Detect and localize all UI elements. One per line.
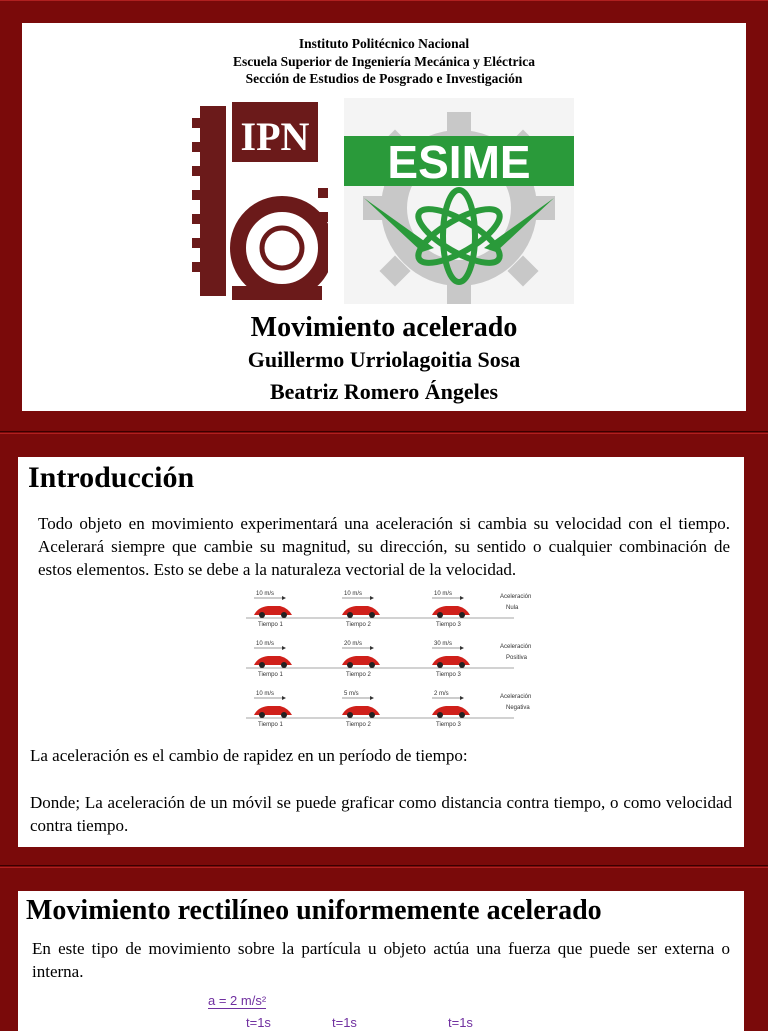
speed-label: 10 m/s bbox=[434, 591, 453, 597]
mrua-panel bbox=[18, 891, 744, 1031]
intro-heading: Introducción bbox=[28, 461, 195, 494]
time-label: Tiempo 1 bbox=[258, 722, 283, 728]
slide-intro bbox=[0, 433, 768, 866]
time-label: t=1s bbox=[332, 1015, 357, 1030]
esime-logo-text: ESIME bbox=[387, 135, 531, 188]
ipn-logo bbox=[192, 98, 328, 304]
speed-label: 20 m/s bbox=[344, 641, 363, 647]
wheel-icon bbox=[281, 612, 287, 618]
institution-line: Instituto Politécnico Nacional bbox=[298, 36, 470, 51]
author-name: Beatriz Romero Ángeles bbox=[269, 378, 499, 404]
wheel-icon bbox=[437, 712, 443, 718]
arrow-head bbox=[460, 596, 464, 600]
time-label: Tiempo 3 bbox=[436, 622, 461, 628]
wheel-icon bbox=[259, 662, 265, 668]
time-label: Tiempo 3 bbox=[436, 722, 461, 728]
institution-block bbox=[22, 35, 746, 88]
wheel-icon bbox=[347, 712, 353, 718]
slide-cover bbox=[0, 0, 768, 432]
wheel-icon bbox=[459, 612, 465, 618]
arrow-head bbox=[370, 596, 374, 600]
acceleration-figure bbox=[246, 588, 546, 728]
mrua-paragraph: En este tipo de movimiento sobre la partícula u objeto actúa una fuerza que puede ser externa o interna. bbox=[32, 939, 730, 981]
mrua-heading: Movimiento rectilíneo uniformemente acelerado bbox=[26, 895, 602, 926]
logos bbox=[22, 98, 746, 308]
wheel-icon bbox=[347, 612, 353, 618]
speed-label: 10 m/s bbox=[256, 641, 275, 647]
wheel-icon bbox=[437, 612, 443, 618]
acceleration-graph-note: Donde; La aceleración de un móvil se puede graficar como distancia contra tiempo, o como velocidad contra tiempo. bbox=[30, 793, 732, 835]
speed-label: 2 m/s bbox=[434, 691, 449, 697]
time-label: Tiempo 2 bbox=[346, 672, 371, 678]
arrow-head bbox=[282, 696, 286, 700]
acceleration-type-label: Negativa bbox=[506, 705, 530, 711]
cover-panel bbox=[22, 23, 746, 411]
time-label: Tiempo 1 bbox=[258, 622, 283, 628]
intro-paragraph: Todo objeto en movimiento experimentará una aceleración si cambia su velocidad con el tiempo. Acelerará siempre que cambie su magnitud, su dirección, su sentido o cualquier combinación de estos elementos. Esto se debe a la naturaleza vectorial de la velocidad. bbox=[38, 514, 730, 579]
wheel-icon bbox=[459, 712, 465, 718]
arrow-head bbox=[460, 696, 464, 700]
slide-mrua bbox=[0, 867, 768, 1030]
cover-title: Movimiento acelerado bbox=[250, 311, 518, 343]
acceleration-formula: a = 2 m/s² bbox=[208, 993, 267, 1008]
speed-label: 10 m/s bbox=[344, 591, 363, 597]
ipn-logo-text: IPN bbox=[240, 113, 310, 159]
time-label: t=1s bbox=[448, 1015, 473, 1030]
wheel-icon bbox=[281, 712, 287, 718]
wheel-icon bbox=[259, 612, 265, 618]
time-label: t=1s bbox=[246, 1015, 271, 1030]
wheel-icon bbox=[281, 662, 287, 668]
institution-line: Sección de Estudios de Posgrado e Investigación bbox=[245, 71, 523, 86]
speed-label: 5 m/s bbox=[344, 691, 359, 697]
arrow-head bbox=[460, 646, 464, 650]
speed-label: 10 m/s bbox=[256, 691, 275, 697]
wheel-icon bbox=[259, 712, 265, 718]
time-label: Tiempo 1 bbox=[258, 672, 283, 678]
wheel-icon bbox=[459, 662, 465, 668]
wheel-icon bbox=[369, 712, 375, 718]
acceleration-type-label: Aceleración bbox=[500, 594, 532, 600]
speed-label: 30 m/s bbox=[434, 641, 453, 647]
wheel-icon bbox=[369, 612, 375, 618]
time-label: Tiempo 3 bbox=[436, 672, 461, 678]
arrow-head bbox=[282, 596, 286, 600]
time-label: Tiempo 2 bbox=[346, 622, 371, 628]
acceleration-type-label: Positiva bbox=[506, 655, 528, 661]
intro-panel bbox=[18, 457, 744, 847]
acceleration-type-label: Nula bbox=[506, 605, 519, 611]
arrow-head bbox=[370, 646, 374, 650]
author-name: Guillermo Urriolagoitia Sosa bbox=[247, 346, 521, 372]
acceleration-type-label: Aceleración bbox=[500, 694, 532, 700]
speed-label: 10 m/s bbox=[256, 591, 275, 597]
arrow-head bbox=[282, 646, 286, 650]
time-label: Tiempo 2 bbox=[346, 722, 371, 728]
wheel-icon bbox=[347, 662, 353, 668]
institution-line: Escuela Superior de Ingeniería Mecánica y Eléctrica bbox=[233, 53, 535, 69]
acceleration-type-label: Aceleración bbox=[500, 644, 532, 650]
wheel-icon bbox=[369, 662, 375, 668]
esime-logo bbox=[344, 98, 574, 304]
acceleration-definition: La aceleración es el cambio de rapidez en un período de tiempo: bbox=[30, 746, 468, 765]
arrow-head bbox=[370, 696, 374, 700]
wheel-icon bbox=[437, 662, 443, 668]
